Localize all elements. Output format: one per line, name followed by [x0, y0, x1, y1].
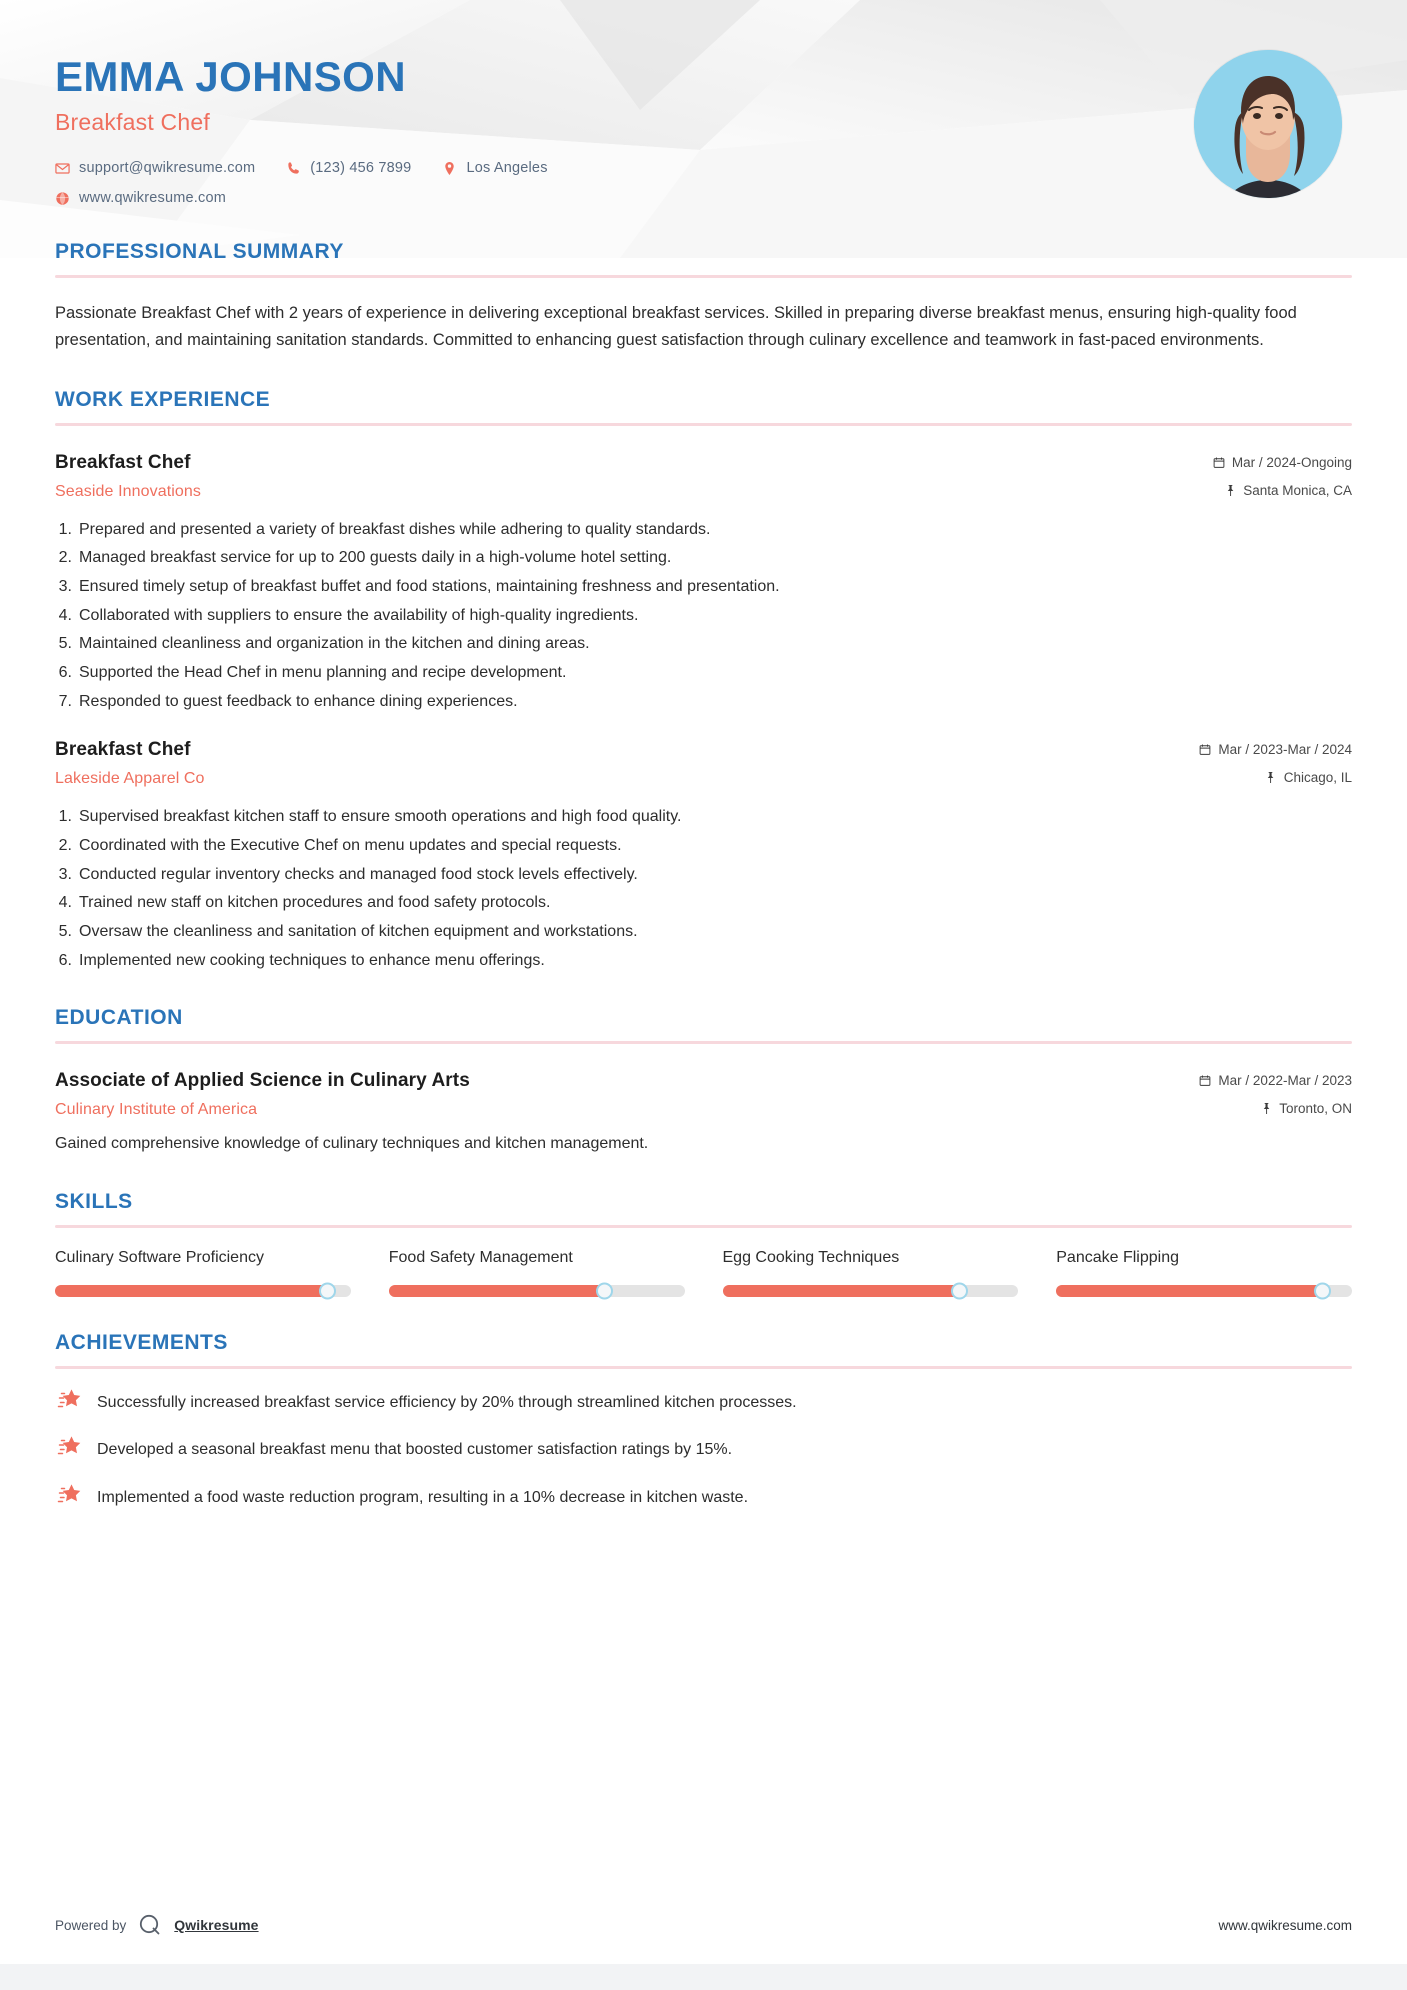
work-job-title: Breakfast Chef — [55, 451, 191, 473]
list-item: 1. Prepared and presented a variety of breakfast dishes while adhering to quality standards. — [55, 518, 1352, 542]
education-school: Culinary Institute of America — [55, 1101, 258, 1119]
list-item: 5. Oversaw the cleanliness and sanitation of kitchen equipment and workstations. — [55, 920, 1352, 944]
list-item — [55, 1389, 1352, 1414]
skill-fill — [389, 1285, 605, 1297]
work-company: Lakeside Apparel Co — [55, 770, 205, 788]
bullet-text: Supervised breakfast kitchen staff to ensure smooth operations and high food quality. — [79, 808, 682, 826]
list-item: 2. Managed breakfast service for up to 200 guests daily in a high-volume hotel setting. — [55, 546, 1352, 570]
skill-label: Egg Cooking Techniques — [722, 1249, 900, 1267]
work-dates — [1199, 742, 1352, 757]
work-bullets — [55, 518, 1352, 714]
education-dates-text: Mar / 2022-Mar / 2023 — [1218, 1073, 1352, 1089]
envelope-icon — [55, 161, 70, 176]
bullet-text: Responded to guest feedback to enhance dining experiences. — [79, 692, 518, 710]
section-education — [55, 1006, 1352, 1156]
achievement-text: Successfully increased breakfast service efficiency by 20% through streamlined kitchen processes. — [97, 1394, 797, 1412]
skill-label: Food Safety Management — [388, 1249, 573, 1267]
section-divider — [55, 275, 1352, 278]
list-item — [55, 1484, 1352, 1509]
avatar — [1194, 50, 1342, 198]
skill-slider[interactable] — [55, 1285, 351, 1297]
job-role-subtitle: Breakfast Chef — [55, 109, 210, 136]
skill-item — [723, 1248, 1057, 1297]
section-divider — [55, 1225, 1352, 1228]
contact-phone-text: (123) 456 7899 — [310, 160, 412, 177]
work-dates — [1213, 455, 1352, 470]
list-item — [55, 1436, 1352, 1461]
skill-label: Culinary Software Proficiency — [55, 1249, 264, 1267]
work-company: Seaside Innovations — [55, 482, 202, 500]
work-location-text: Chicago, IL — [1283, 770, 1352, 786]
phone-icon — [286, 161, 301, 176]
education-description: Gained comprehensive knowledge of culinary techniques and kitchen management. — [55, 1135, 649, 1153]
contact-info — [55, 160, 1407, 206]
achievements-list — [55, 1389, 1352, 1509]
skill-slider[interactable] — [389, 1285, 685, 1297]
bullet-text: Oversaw the cleanliness and sanitation of kitchen equipment and workstations. — [79, 922, 638, 940]
list-item: 1. Supervised breakfast kitchen staff to ensure smooth operations and high food quality. — [55, 805, 1352, 829]
section-title-summary: PROFESSIONAL SUMMARY — [55, 240, 344, 264]
work-entry — [55, 452, 1352, 714]
section-divider — [55, 423, 1352, 426]
contact-website-text: www.qwikresume.com — [79, 190, 227, 207]
section-achievements — [55, 1331, 1352, 1509]
footer-band — [0, 1964, 1407, 1990]
star-icon — [55, 1434, 83, 1460]
bullet-text: Coordinated with the Executive Chef on menu updates and special requests. — [79, 836, 622, 854]
powered-by-label: Powered by — [55, 1917, 127, 1933]
list-item: 6. Implemented new cooking techniques to enhance menu offerings. — [55, 949, 1352, 973]
skill-fill — [1056, 1285, 1322, 1297]
list-item: 4. Trained new staff on kitchen procedures and food safety protocols. — [55, 891, 1352, 915]
work-location-text: Santa Monica, CA — [1243, 482, 1352, 498]
skills-grid — [55, 1248, 1352, 1297]
page-footer — [55, 1912, 1352, 1938]
skill-item — [55, 1248, 389, 1297]
section-divider — [55, 1041, 1352, 1044]
qwikresume-logo-icon — [137, 1912, 163, 1938]
list-item: 4. Collaborated with suppliers to ensure the availability of high-quality ingredients. — [55, 604, 1352, 628]
star-icon — [55, 1387, 83, 1413]
skill-label: Pancake Flipping — [1056, 1249, 1179, 1267]
contact-email[interactable] — [55, 160, 255, 176]
star-icon — [55, 1482, 83, 1508]
pin-icon — [1265, 771, 1277, 784]
skill-fill — [55, 1285, 327, 1297]
bullet-text: Managed breakfast service for up to 200 guests daily in a high-volume hotel setting. — [79, 549, 672, 567]
section-title-achievements: ACHIEVEMENTS — [55, 1331, 228, 1355]
bullet-text: Implemented new cooking techniques to enhance menu offerings. — [79, 951, 545, 969]
achievement-text: Developed a seasonal breakfast menu that boosted customer satisfaction ratings by 15%. — [97, 1441, 733, 1459]
work-bullets — [55, 805, 1352, 972]
section-title-work: WORK EXPERIENCE — [55, 387, 271, 411]
work-job-title: Breakfast Chef — [55, 739, 191, 761]
skill-item — [389, 1248, 723, 1297]
bullet-text: Conducted regular inventory checks and managed food stock levels effectively. — [79, 865, 638, 883]
skill-item — [1056, 1248, 1352, 1297]
skill-fill — [723, 1285, 960, 1297]
education-dates — [1199, 1073, 1352, 1088]
skill-knob[interactable] — [951, 1283, 968, 1300]
education-location-text: Toronto, ON — [1279, 1101, 1352, 1117]
skill-knob[interactable] — [1314, 1283, 1331, 1300]
list-item: 3. Conducted regular inventory checks and managed food stock levels effectively. — [55, 863, 1352, 887]
skill-knob[interactable] — [596, 1283, 613, 1300]
footer-website[interactable]: www.qwikresume.com — [1218, 1917, 1352, 1933]
list-item: 2. Coordinated with the Executive Chef on menu updates and special requests. — [55, 834, 1352, 858]
section-divider — [55, 1366, 1352, 1369]
skill-slider[interactable] — [723, 1285, 1019, 1297]
education-degree: Associate of Applied Science in Culinary Arts — [55, 1070, 470, 1092]
summary-paragraph: Passionate Breakfast Chef with 2 years of experience in delivering exceptional breakfast services. Skilled in preparing diverse breakfast menus, ensuring high-quality food presentation, and maintaining sanitation standards. Committed to enhancing guest satisfaction through culinary excellence and teamwork in fast-paced environments. — [55, 304, 1297, 349]
list-item: 5. Maintained cleanliness and organization in the kitchen and dining areas. — [55, 632, 1352, 656]
map-pin-icon — [442, 161, 457, 176]
globe-icon — [55, 191, 70, 206]
work-dates-text: Mar / 2024-Ongoing — [1231, 454, 1352, 470]
calendar-icon — [1199, 743, 1211, 756]
section-title-skills: SKILLS — [55, 1190, 133, 1214]
bullet-text: Maintained cleanliness and organization in the kitchen and dining areas. — [79, 635, 590, 653]
bullet-text: Ensured timely setup of breakfast buffet and food stations, maintaining freshness and presentation. — [79, 577, 780, 595]
section-professional-summary — [55, 240, 1352, 353]
education-entry — [55, 1070, 1352, 1156]
section-skills — [55, 1190, 1352, 1297]
list-item: 7. Responded to guest feedback to enhance dining experiences. — [55, 690, 1352, 714]
section-work-experience — [55, 388, 1352, 973]
contact-row-website — [55, 190, 1407, 206]
bullet-text: Collaborated with suppliers to ensure the availability of high-quality ingredients. — [79, 606, 639, 624]
skill-knob[interactable] — [319, 1283, 336, 1300]
work-dates-text: Mar / 2023-Mar / 2024 — [1218, 742, 1352, 758]
section-title-education: EDUCATION — [55, 1006, 183, 1030]
list-item: 3. Ensured timely setup of breakfast buffet and food stations, maintaining freshness and presentation. — [55, 575, 1352, 599]
calendar-icon — [1199, 1074, 1211, 1087]
work-entry — [55, 739, 1352, 972]
pin-icon — [1224, 484, 1236, 497]
contact-website[interactable] — [55, 190, 226, 206]
contact-email-text: support@qwikresume.com — [79, 160, 256, 177]
page-title: EMMA JOHNSON — [55, 53, 406, 100]
education-location — [1199, 1101, 1352, 1116]
work-location — [1213, 483, 1352, 498]
achievement-text: Implemented a food waste reduction program, resulting in a 10% decrease in kitchen waste. — [97, 1488, 749, 1506]
bullet-text: Prepared and presented a variety of breakfast dishes while adhering to quality standards. — [79, 520, 711, 538]
list-item: 6. Supported the Head Chef in menu planning and recipe development. — [55, 661, 1352, 685]
bullet-text: Supported the Head Chef in menu planning and recipe development. — [79, 663, 567, 681]
contact-location — [442, 160, 547, 176]
contact-location-text: Los Angeles — [466, 160, 548, 177]
skill-slider[interactable] — [1056, 1285, 1352, 1297]
work-location — [1199, 770, 1352, 785]
bullet-text: Trained new staff on kitchen procedures and food safety protocols. — [79, 894, 551, 912]
contact-phone[interactable] — [286, 160, 411, 176]
brand-link[interactable]: Qwikresume — [174, 1917, 259, 1933]
pin-icon — [1260, 1102, 1272, 1115]
calendar-icon — [1213, 456, 1225, 469]
